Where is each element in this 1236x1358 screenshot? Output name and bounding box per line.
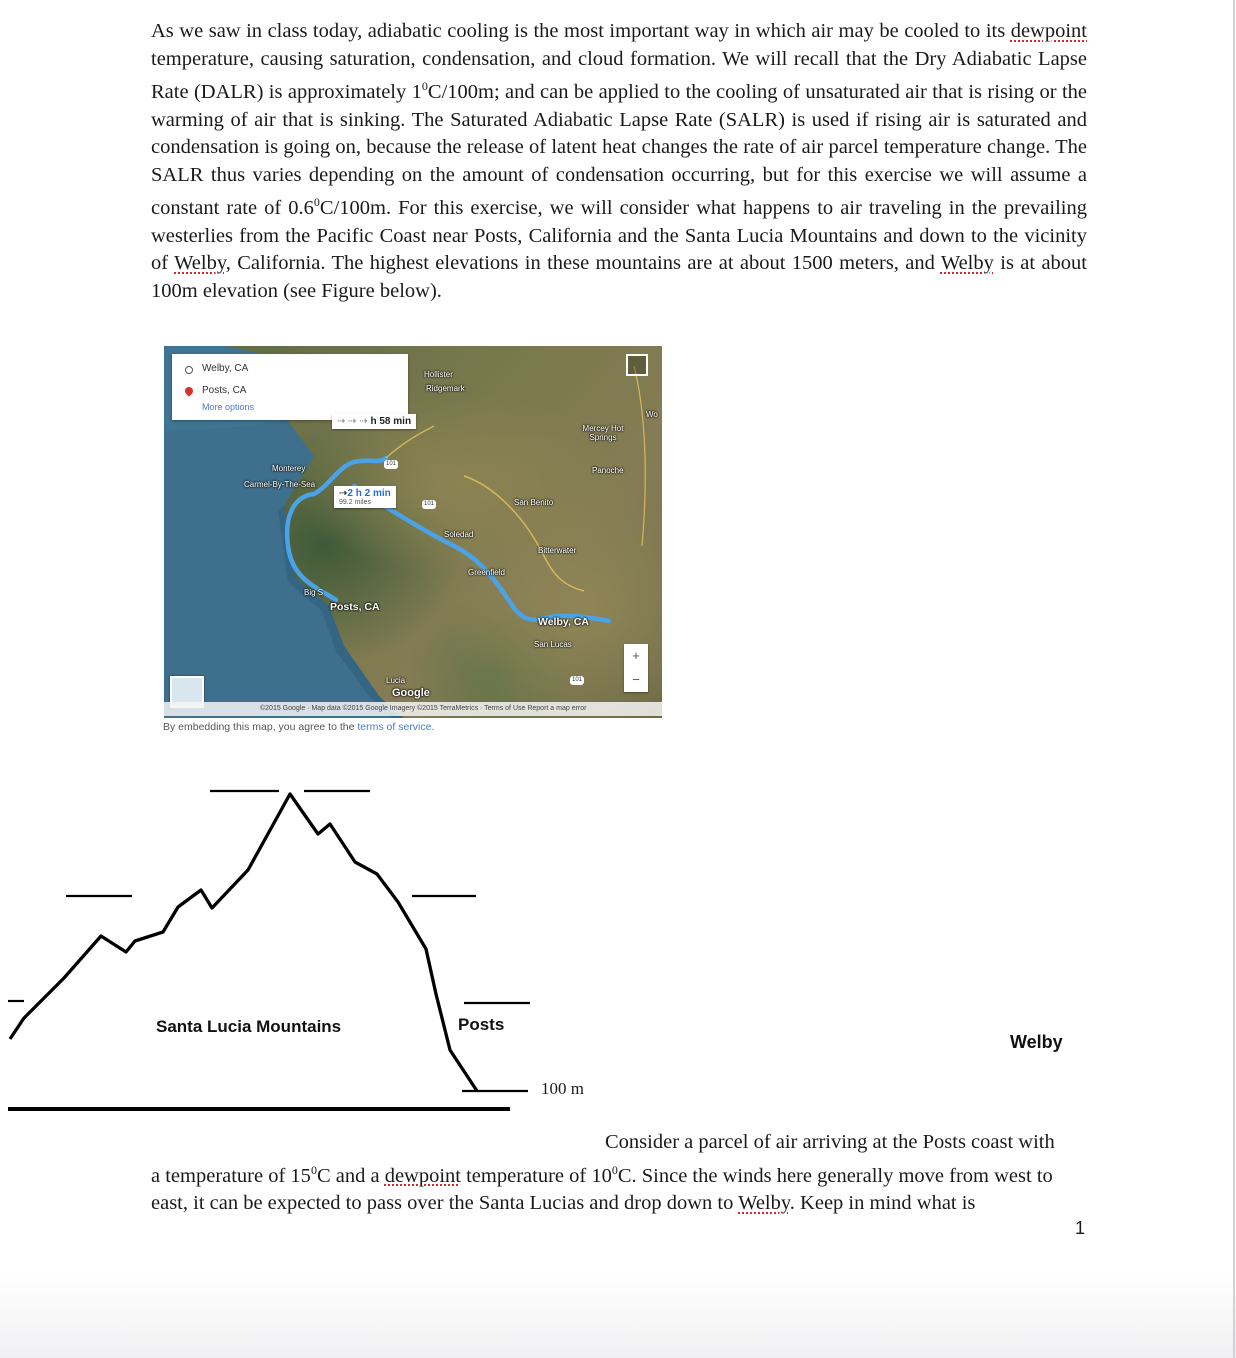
spellcheck-word[interactable]: Welby — [940, 252, 994, 275]
zoom-in-button[interactable]: + — [632, 648, 640, 663]
more-options-link[interactable]: More options — [202, 402, 255, 412]
welby-map-label[interactable]: Welby, CA — [538, 616, 589, 628]
place-label: Greenfield — [468, 568, 505, 577]
map-attribution[interactable]: ©2015 Google · Map data ©2015 Google Imagery ©2015 TerraMetrics · Terms of Use Report a map error — [164, 702, 662, 716]
origin-circle-icon — [185, 366, 193, 374]
embedded-map[interactable] — [164, 346, 662, 718]
spellcheck-word[interactable]: Welby — [174, 252, 226, 275]
place-label: Wo — [646, 410, 658, 419]
fullscreen-icon[interactable] — [626, 354, 648, 376]
zoom-out-button[interactable]: − — [632, 672, 640, 687]
intro-paragraph: As we saw in class today, adiabatic cooling is the most important way in which air may be cooled to its dewpoint temperature, causing saturation, condensation, and cloud formation. We will recall that the Dry Adiabatic Lapse Rate (DALR) is approximately $1^0C/100m$; and can be applied to the cooling of unsaturated air that is rising or the warming of air that is sinking. The Saturated Adiabatic Lapse Rate (SALR) is used if rising air is saturated and condensation is going on, because the release of latent heat changes the rate of air parcel temperature change. The SALR thus varies depending on the amount of condensation occurring, but for this exercise we will assume a constant rate of $0.6^0C/100m$. For this exercise, we will consider what happens to air traveling in the prevailing westerlies from the Pacific Coast near Posts, California and the Santa Lucia Mountains and down to the vicinity of Welby, California. The highest elevations in these mountains are at about 1500 meters, and Welby is at about 100m elevation (see Figure below). — [151, 20, 1087, 302]
directions-panel[interactable] — [172, 354, 408, 420]
spellcheck-word[interactable]: dewpoint — [384, 1164, 461, 1187]
place-label: Monterey — [272, 464, 306, 473]
embed-note: By embedding this map, you agree to the terms of service. — [163, 721, 435, 733]
route-callout[interactable]: ⇢2 h 2 min 99.2 miles — [334, 486, 396, 508]
destination-pin-icon — [183, 385, 194, 396]
google-logo: Google — [392, 687, 430, 699]
page-number: 1 — [1075, 1218, 1086, 1238]
destination-label[interactable]: Posts, CA — [202, 385, 247, 396]
elevation-label: 100 m — [541, 1079, 584, 1098]
posts-map-label[interactable]: Posts, CA — [330, 601, 380, 613]
origin-label[interactable]: Welby, CA — [202, 363, 249, 374]
car-icon: ⇢ ⇢ ⇢ — [337, 416, 368, 427]
place-label: Big S — [304, 588, 324, 597]
place-label: Ridgemark — [426, 384, 465, 393]
highway-shield-icon: 101 — [385, 461, 396, 467]
mountain-profile-diagram — [0, 770, 560, 1115]
posts-label: Posts — [458, 1015, 505, 1034]
place-label: Lucia — [386, 676, 406, 685]
question-paragraph: Consider a parcel of air arriving at the Posts coast with a temperature of $15^0C$ and a dewpoint temperature of $10^0C$. Since the winds here generally move from west to east, it can be expected to pass over the Santa Lucias and drop down to Welby. Keep in mind what is — [151, 1131, 1055, 1215]
alt-route-callout[interactable]: ⇢ ⇢ ⇢ h 58 min — [332, 414, 416, 429]
spellcheck-word[interactable]: Welby — [738, 1192, 790, 1215]
place-label: Soledad — [444, 530, 474, 539]
place-label: San Lucas — [534, 640, 572, 649]
place-label: Bitterwater — [538, 546, 577, 555]
mountain-profile-line — [10, 794, 477, 1091]
place-label: San Benito — [514, 498, 554, 507]
car-icon: ⇢ — [339, 488, 348, 499]
zoom-control[interactable] — [624, 644, 648, 692]
highway-shield-icon: 101 — [571, 677, 582, 683]
place-label: Mercey Hot Springs — [582, 424, 624, 442]
place-label: Carmel-By-The-Sea — [244, 480, 316, 489]
welby-label: Welby — [1010, 1032, 1063, 1052]
place-label: Panoche — [592, 466, 624, 475]
mountains-label: Santa Lucia Mountains — [156, 1017, 342, 1036]
spellcheck-word[interactable]: dewpoint — [1010, 20, 1087, 42]
place-label: Hollister — [424, 370, 453, 379]
highway-shield-icon: 101 — [423, 501, 434, 507]
page-edge — [1233, 0, 1235, 1358]
terms-of-service-link[interactable]: terms of service — [357, 721, 432, 733]
